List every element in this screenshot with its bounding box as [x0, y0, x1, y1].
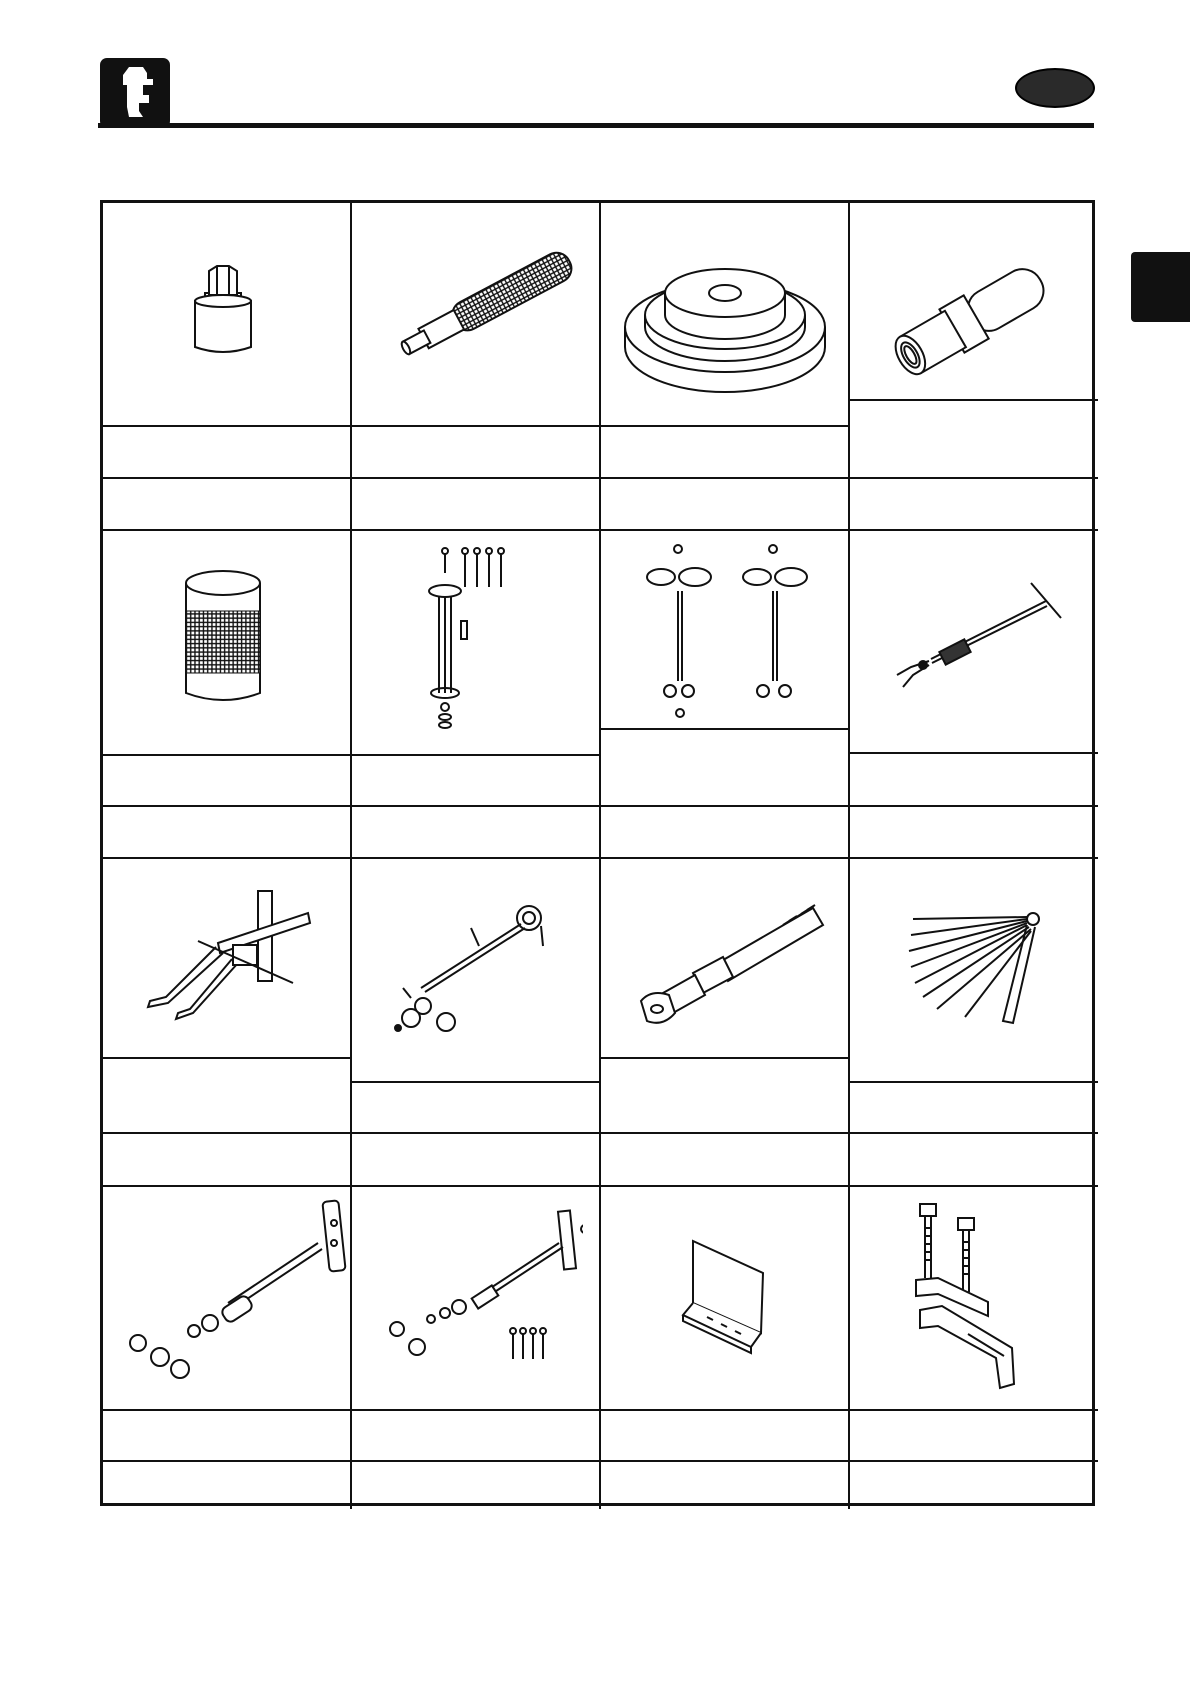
outboard-motor-logo-icon: [99, 57, 171, 129]
bearing-separator-puller-icon: [118, 1193, 348, 1393]
knurled-cylinder-icon: [178, 563, 268, 713]
knurled-driver-handle-icon: [371, 243, 591, 373]
stepped-driver-disc-icon: [620, 247, 830, 397]
chapter-side-tab[interactable]: [1131, 252, 1190, 322]
drive-shaft-holder-icon: [623, 893, 833, 1033]
hex-socket-adapter-icon: [183, 263, 263, 363]
two-jaw-gear-puller-icon: [138, 883, 338, 1033]
threaded-sleeve-icon: [871, 255, 1071, 385]
feeler-gauge-icon: [903, 903, 1053, 1033]
section-marker-oval: [1015, 68, 1095, 108]
special-tools-table: [100, 200, 1095, 1506]
mounting-bracket-icon: [673, 1233, 783, 1363]
shimming-gauge-icon: [371, 888, 571, 1038]
header-rule: [98, 123, 1094, 128]
slide-hammer-icon: [871, 573, 1081, 693]
bearing-puller-assembly-icon: [425, 543, 525, 733]
bolt-clamp-holder-icon: [908, 1198, 1038, 1398]
bearing-installer-set-icon: [623, 541, 833, 726]
puller-kit-icon: [373, 1203, 583, 1383]
